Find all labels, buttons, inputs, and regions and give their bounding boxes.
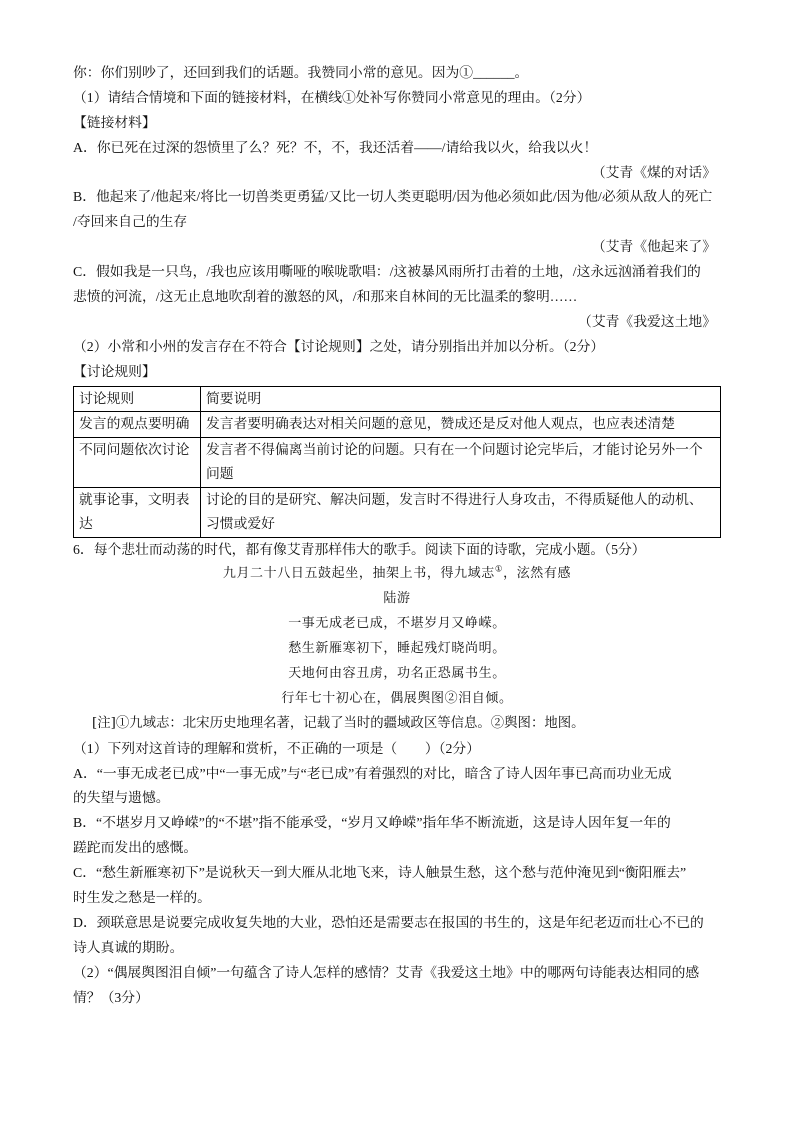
material-c-line: C．假如我是一只鸟，/我也应该用嘶哑的喉咙歌唱：/这被暴风雨所打击着的土地，/这永远汹涌着我们的 xyxy=(73,264,701,280)
poem-author: 陆游 xyxy=(383,591,411,607)
option-d-line: D．颈联意思是说要完成收复失地的大业，恐怕还是需要志在报国的书生的，这是年纪老迈而壮心不已的 xyxy=(73,914,704,930)
material-a-line: A．你已死在过深的怨愤里了么？死？不，不，我还活着——/请给我以火，给我以火！ xyxy=(73,139,598,155)
option-b-line: 蹉跎而发出的感慨。 xyxy=(73,840,198,856)
material-a-source: （艾青《煤的对话》 xyxy=(591,164,716,180)
material-b-line: /夺回来自己的生存 xyxy=(73,214,188,230)
link-material-heading: 【链接材料】 xyxy=(73,114,156,130)
option-d-line: 诗人真诚的期盼。 xyxy=(73,939,184,955)
rule-text: 达 xyxy=(79,516,93,532)
dialogue-line xyxy=(73,61,721,86)
dialogue-text: 你：你们别吵了，还回到我们的话题。我赞同小常的意见。因为① xyxy=(73,65,474,80)
material-c-source: （艾青《我爱这土地》 xyxy=(578,313,716,329)
subquestion-6-2-line: 情？（3分） xyxy=(73,989,149,1005)
table-header-rule: 讨论规则 xyxy=(74,386,201,412)
description-text: 发言者不得偏离当前讨论的问题。只有在一个问题讨论完毕后，才能讨论另外一个 xyxy=(206,441,703,457)
poem-title-note-mark: ① xyxy=(494,565,504,576)
subquestion-5-1: （1）请结合情境和下面的链接材料，在横线①处补写你赞同小常意见的理由。（2分） xyxy=(73,89,591,105)
question-6-stem: 6．每个悲壮而动荡的时代，都有像艾青那样伟大的歌手。阅读下面的诗歌，完成小题。（5分） xyxy=(73,541,646,557)
rule-text: 不同问题依次讨论 xyxy=(79,441,190,457)
poem-title xyxy=(73,562,721,587)
description-text: 问题 xyxy=(206,466,234,482)
description-cell xyxy=(201,412,721,438)
poem-line: 愁生新雁寒初下，睡起残灯晓尚明。 xyxy=(288,641,506,657)
rule-cell xyxy=(74,487,201,537)
description-text: 发言者要明确表达对相关问题的意见，赞成还是反对他人观点，也应表述清楚 xyxy=(206,416,676,432)
option-a-line: 的失望与遗憾。 xyxy=(73,790,170,806)
table-header-row xyxy=(74,386,721,412)
page-content xyxy=(73,61,721,1011)
option-c-line: 时生发之愁是一样的。 xyxy=(73,890,211,906)
discussion-rules-heading: 【讨论规则】 xyxy=(73,363,156,379)
description-cell xyxy=(201,437,721,487)
dialogue-end: 。 xyxy=(514,65,529,80)
rule-cell xyxy=(74,412,201,438)
table-row xyxy=(74,437,721,487)
material-b-source: （艾青《他起来了》 xyxy=(591,239,716,255)
answer-blank: ______ xyxy=(473,65,515,80)
material-c-line: 悲愤的河流，/这无止息地吹刮着的激怒的风，/和那来自林间的无比温柔的黎明…… xyxy=(73,289,578,305)
subquestion-5-2: （2）小常和小州的发言存在不符合【讨论规则】之处，请分别指出并加以分析。（2分） xyxy=(73,338,605,354)
description-cell xyxy=(201,487,721,537)
rule-cell xyxy=(74,437,201,487)
subquestion-6-2-line: （2）“偶展舆图泪自倾”一句蕴含了诗人怎样的感情？艾青《我爱这土地》中的哪两句诗能表达相同的感 xyxy=(73,964,700,980)
poem-title-end: ，泫然有感 xyxy=(503,566,572,582)
poem-line: 一事无成老已成，不堪岁月又峥嵘。 xyxy=(288,616,506,632)
table-header-description: 简要说明 xyxy=(201,386,721,412)
poem-title-text: 九月二十八日五鼓起坐，抽架上书，得九域志 xyxy=(222,566,495,582)
option-b-line: B．“不堪岁月又峥嵘”的“不堪”指不能承受，“岁月又峥嵘”指年华不断流逝，这是诗人因年复一年的 xyxy=(73,815,671,831)
subquestion-6-1: （1）下列对这首诗的理解和赏析，不正确的一项是（ ）（2分） xyxy=(73,740,481,756)
poem-line: 行年七十初心在，偶展舆图②泪自倾。 xyxy=(281,690,513,706)
description-text: 习惯或爱好 xyxy=(206,516,275,532)
option-a-line: A．“一事无成老已成”中“一事无成”与“老已成”有着强烈的对比，暗含了诗人因年事已高而功业无成 xyxy=(73,765,672,781)
option-c-line: C．“愁生新雁寒初下”是说秋天一到大雁从北地飞来，诗人触景生愁，这个愁与范仲淹见到“衡阳雁去” xyxy=(73,865,687,881)
description-text: 讨论的目的是研究、解决问题，发言时不得进行人身攻击，不得质疑他人的动机、 xyxy=(206,491,703,507)
poem-annotation: [注]①九域志：北宋历史地理名著，记载了当时的疆域政区等信息。②舆图：地图。 xyxy=(92,715,585,731)
table-row xyxy=(74,412,721,438)
poem-line: 天地何由容丑虏，功名正恐属书生。 xyxy=(288,666,506,682)
rule-text: 发言的观点要明确 xyxy=(79,416,190,432)
table-row xyxy=(74,487,721,537)
discussion-rules-table xyxy=(73,386,721,538)
material-b-line: B．他起来了/他起来/将比一切兽类更勇猛/又比一切人类更聪明/因为他必须如此/因为他/必须从敌人的死亡 xyxy=(73,189,713,205)
rule-text: 就事论事，文明表 xyxy=(79,491,190,507)
